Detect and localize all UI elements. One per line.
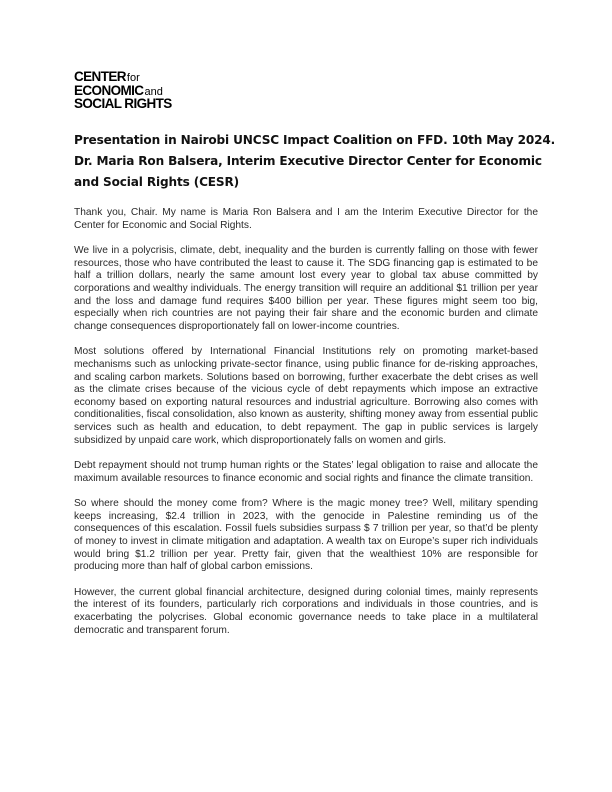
logo-word-and: and (144, 85, 163, 98)
logo-word-social-rights: SOCIAL RIGHTS (74, 96, 172, 111)
title-line-1: Presentation in Nairobi UNCSC Impact Coalition on FFD. 10th May 2024. (74, 133, 556, 147)
paragraph-introduction: Thank you, Chair. My name is Maria Ron Balsera and I am the Interim Executive Director for the Center for Economic and Social Rights. (74, 207, 538, 231)
title-line-3: and Social Rights (CESR) (74, 175, 240, 189)
paragraph-debt-repayment: Debt repayment should not trump human rights or the States’ legal obligation to raise and allocate the maximum available resources to finance economic and social rights and finance the climate transition. (74, 460, 538, 484)
logo-line-3 (74, 98, 194, 111)
paragraph-ifi-solutions: Most solutions offered by International Financial Institutions rely on promoting market-based mechanisms such as unlocking private-sector finance, using public finance for de-risking approaches, and scaling carbon markets. Solutions based on borrowing, further exacerbate the debt crises as well as the climate crises because of the vicious cycle of debt repayments which impose an extractive economy based on exporting natural resources and industrial agriculture. Borrowing also comes with conditionalities, fiscal consolidation, also known as austerity, shifting money away from essential public services such as health and education, to debt repayment. The gap in public services is largely subsidized by unpaid care work, which disproportionately falls on women and girls. (74, 346, 538, 446)
cesr-logo (74, 71, 194, 111)
paragraph-where-money: So where should the money come from? Where is the magic money tree? Well, military spending keeps increasing, $2.4 trillion in 2023, with the genocide in Palestine reminding us of the consequences of this escalation. Fossil fuels subsidies surpass $ 7 trillion per year, so that’d be plenty of money to invest in climate mitigation and adaptation. A wealth tax on Europe’s super rich individuals would bring $1.2 trillion per year. Pretty fair, given that the wealthiest 10% are responsible for producing more than half of global carbon emissions. (74, 498, 538, 573)
document-title (74, 130, 556, 193)
paragraph-polycrisis: We live in a polycrisis, climate, debt, inequality and the burden is currently falling on those with fewer resources, those who have contributed the least to cause it. The SDG financing gap is estimated to be half a trillion dollars, nearly the same amount lost every year to global tax abuse committed by corporations and wealthy individuals. The energy transition will require an additional $1 trillion per year and the loss and damage fund requires $400 billion per year. These figures might seem too big, especially when rich countries are not paying their fair share and the economic burden and climate change consequences disproportionately fall on lower-income countries. (74, 245, 538, 332)
document-body (74, 207, 538, 650)
logo-word-center: CENTER (74, 69, 126, 84)
logo-word-economic: ECONOMIC (74, 82, 144, 98)
title-line-2: Dr. Maria Ron Balsera, Interim Executive Director Center for Economic (74, 154, 542, 168)
paragraph-financial-architecture: However, the current global financial architecture, designed during colonial times, mainly represents the interest of its founders, particularly rich corporations and individuals in those countries, and is exacerbating the polycrises. Global economic governance needs to take place in a multilateral democratic and transparent forum. (74, 586, 538, 636)
logo-word-for: for (126, 72, 140, 84)
